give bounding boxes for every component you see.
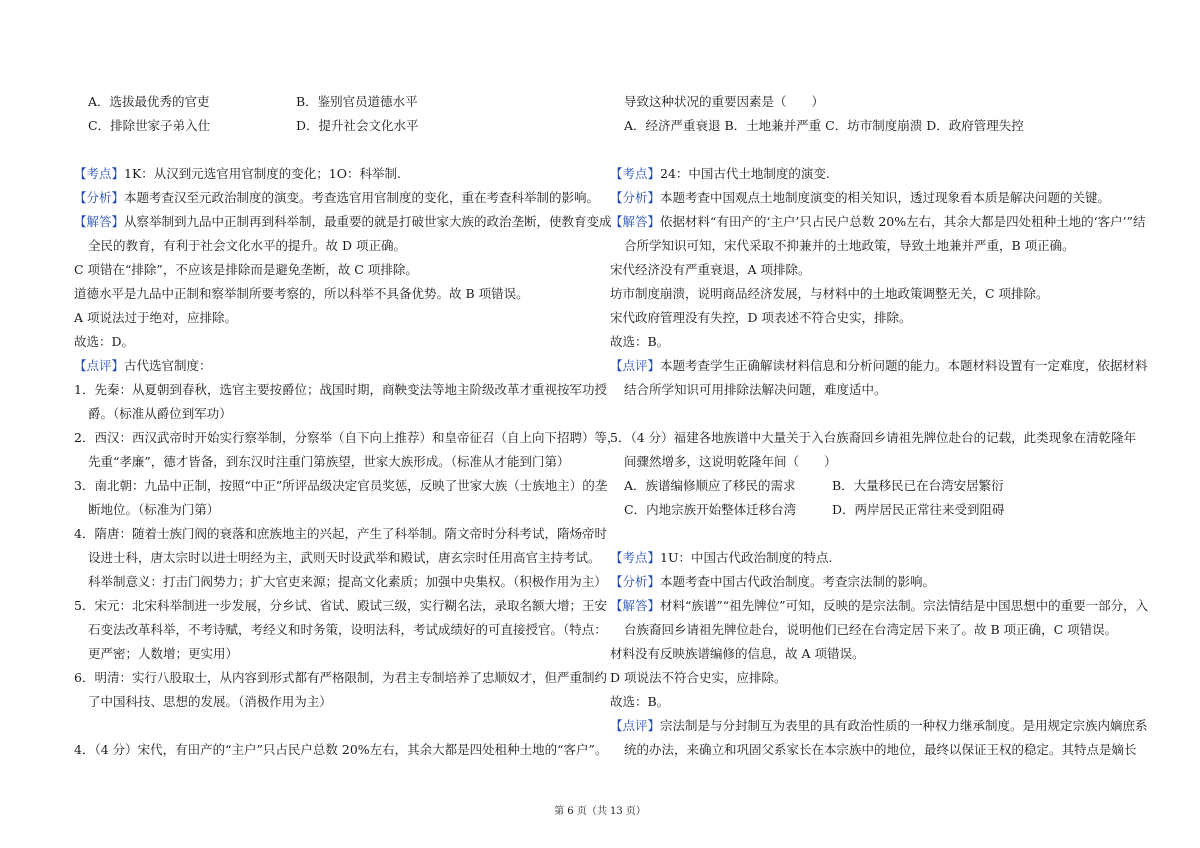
fenxi2-text: 本题考查中国古代政治制度。考查宗法制的影响。 bbox=[660, 574, 936, 589]
q5-stem2: 间骤然增多，这说明乾隆年间（ ） bbox=[624, 454, 837, 469]
dianping2-tag: 【点评】 bbox=[610, 718, 661, 733]
answer: 故选：B。 bbox=[610, 334, 670, 349]
kaodian-text: 24：中国古代土地制度的演变. bbox=[660, 166, 830, 181]
point-3b: 断地位。（标准为门第） bbox=[88, 502, 220, 517]
analysis-c: 坊市制度崩溃，说明商品经济发展，与材料中的土地政策调整无关，C 项排除。 bbox=[610, 286, 1049, 301]
page-footer: 第 6 页（共 13 页） bbox=[554, 806, 646, 817]
dianping-line2: 结合所学知识可用排除法解决问题，难度适中。 bbox=[624, 382, 887, 397]
fenxi-tag: 【分析】 bbox=[610, 190, 661, 205]
jieda bbox=[74, 214, 612, 230]
analysis-a: 宋代经济没有严重衰退，A 项排除。 bbox=[610, 262, 811, 277]
kaodian2-tag: 【考点】 bbox=[610, 550, 661, 565]
q4-stem: 4．（4 分）宋代，有田产的“主户”只占民户总数 20%左右，其余大都是四处租种土地的“客户”。 bbox=[74, 742, 608, 757]
answer: 故选：D。 bbox=[74, 334, 135, 349]
analysis-d: 宋代政府管理没有失控，D 项表述不符合史实，排除。 bbox=[610, 310, 912, 325]
point-4c: 科举制意义：打击门阀势力；扩大官吏来源；提高文化素质；加强中央集权。（积极作用为主） bbox=[88, 574, 607, 589]
point-6a: 6．明清：实行八股取士，从内容到形式都有严格限制，为君主专制培养了忠顺奴才，但严重制约 bbox=[74, 670, 607, 685]
dianping bbox=[610, 358, 1148, 374]
jieda-line1: 依据材料“有田产的‘主户’只占民户总数 20%左右，其余大都是四处租种土地的‘客户’”结 bbox=[660, 214, 1146, 229]
q5-option-b: B．大量移民已在台湾安居繁衍 bbox=[832, 478, 1004, 493]
jieda2-tag: 【解答】 bbox=[610, 598, 661, 613]
q5-option-a: A．族谱编修顺应了移民的需求 bbox=[624, 478, 796, 493]
point-2b: 先重“孝廉”，德才皆备，到东汉时注重门第族望，世家大族形成。（标准从才能到门第） bbox=[88, 454, 570, 469]
jieda-tag: 【解答】 bbox=[610, 214, 661, 229]
dianping-line1: 本题考查学生正确解读材料信息和分析问题的能力。本题材料设置有一定难度，依据材料 bbox=[660, 358, 1148, 373]
analysis-b: 道德水平是九品中正制和察举制所要考察的，所以科举不具备优势。故 B 项错误。 bbox=[74, 286, 529, 301]
fenxi-tag: 【分析】 bbox=[74, 190, 125, 205]
analysis2-a: 材料没有反映族谱编修的信息，故 A 项错误。 bbox=[610, 646, 865, 661]
fenxi-text: 本题考查汉至元政治制度的演变。考查选官用官制度的变化，重在考查科举制的影响。 bbox=[124, 190, 600, 205]
jieda-tag: 【解答】 bbox=[74, 214, 125, 229]
jieda2-line1: 材料“族谱”“祖先牌位”可知，反映的是宗法制。宗法情结是中国思想中的重要一部分，入 bbox=[660, 598, 1149, 613]
dianping bbox=[74, 358, 212, 374]
analysis-c: C 项错在“排除”，不应该是排除而是避免垄断，故 C 项排除。 bbox=[74, 262, 418, 277]
jieda-line2: 合所学知识可知，宋代采取不抑兼并的土地政策，导致土地兼并严重，B 项正确。 bbox=[624, 238, 1075, 253]
answer2: 故选：B。 bbox=[610, 694, 670, 709]
fenxi-text: 本题考查中国观点土地制度演变的相关知识，透过现象看本质是解决问题的关键。 bbox=[660, 190, 1111, 205]
q5-stem1: 5．（4 分）福建各地族谱中大量关于入台族裔回乡请祖先牌位赴台的记载，此类现象在清乾隆年 bbox=[610, 430, 1137, 445]
q5-option-d: D．两岸居民正常往来受到阻碍 bbox=[832, 502, 1005, 517]
kaodian2 bbox=[610, 550, 832, 566]
point-5c: 更严密；人数增；更实用） bbox=[88, 646, 239, 661]
q3-option-a: A．选拔最优秀的官吏 bbox=[88, 94, 210, 109]
kaodian-text: 1K：从汉到元选官用官制度的变化；1O：科举制. bbox=[124, 166, 401, 181]
kaodian-tag: 【考点】 bbox=[74, 166, 125, 181]
dianping2-line1: 宗法制是与分封制互为表里的具有政治性质的一种权力继承制度。是用规定宗族内嫡庶系 bbox=[660, 718, 1148, 733]
fenxi2-tag: 【分析】 bbox=[610, 574, 661, 589]
point-1b: 爵。（标准从爵位到军功） bbox=[88, 406, 232, 421]
jieda-line1: 从察举制到九品中正制再到科举制，最重要的就是打破世家大族的政治垄断，使教育变成 bbox=[124, 214, 612, 229]
point-4b: 设进士科，唐太宗时以进士明经为主，武则天时设武举和殿试，唐玄宗时任用高官主持考试。 bbox=[88, 550, 601, 565]
dianping-tag: 【点评】 bbox=[610, 358, 661, 373]
jieda bbox=[610, 214, 1145, 230]
q3-option-d: D．提升社会文化水平 bbox=[296, 118, 419, 133]
point-6b: 了中国科技、思想的发展。（消极作用为主） bbox=[88, 694, 332, 709]
analysis-a: A 项说法过于绝对，应排除。 bbox=[74, 310, 238, 325]
fenxi bbox=[74, 190, 599, 206]
dianping2-line2: 统的办法，来确立和巩固父系家长在本宗族中的地位，最终以保证王权的稳定。其特点是嫡长 bbox=[624, 742, 1137, 757]
q3-option-c: C．排除世家子弟入仕 bbox=[88, 118, 211, 133]
dianping2 bbox=[610, 718, 1148, 734]
point-5b: 石变法改革科举，不考诗赋，考经义和时务策，设明法科，考试成绩好的可直接授官。（特点： bbox=[88, 622, 607, 637]
point-4a: 4．隋唐：随着士族门阀的衰落和庶族地主的兴起，产生了科举制。隋文帝时分科考试，隋炀帝时 bbox=[74, 526, 607, 541]
jieda-line2: 全民的教育，有利于社会文化水平的提升。故 D 项正确。 bbox=[88, 238, 406, 253]
kaodian bbox=[74, 166, 401, 182]
jieda2 bbox=[610, 598, 1148, 614]
jieda2-line2: 台族裔回乡请祖先牌位赴台，说明他们已经在台湾定居下来了。故 B 项正确，C 项错误。 bbox=[624, 622, 1118, 637]
point-3a: 3．南北朝：九品中正制，按照“中正”所评品级决定官员奖惩，反映了世家大族（士族地主）的垄 bbox=[74, 478, 608, 493]
fenxi2 bbox=[610, 574, 935, 590]
point-2a: 2．西汉：西汉武帝时开始实行察举制，分察举（自下向上推荐）和皇帝征召（自上向下招聘）等， bbox=[74, 430, 620, 445]
point-5a: 5．宋元：北宋科举制进一步发展，分乡试、省试、殿试三级，实行糊名法，录取名额大增；王安 bbox=[74, 598, 607, 613]
dianping-text: 古代选官制度： bbox=[124, 358, 212, 373]
q4-stem2: 导致这种状况的重要因素是（ ） bbox=[624, 94, 825, 109]
point-1a: 1．先秦：从夏朝到春秋，选官主要按爵位；战国时期，商鞅变法等地主阶级改革才重视按军功授 bbox=[74, 382, 607, 397]
q4-options: A．经济严重衰退 B．土地兼并严重 C．坊市制度崩溃 D．政府管理失控 bbox=[624, 118, 1024, 133]
kaodian2-text: 1U：中国古代政治制度的特点. bbox=[660, 550, 833, 565]
fenxi bbox=[610, 190, 1110, 206]
kaodian-tag: 【考点】 bbox=[610, 166, 661, 181]
analysis2-d: D 项说法不符合史实，应排除。 bbox=[610, 670, 787, 685]
q3-option-b: B．鉴别官员道德水平 bbox=[296, 94, 418, 109]
kaodian bbox=[610, 166, 830, 182]
q5-option-c: C．内地宗族开始整体迁移台湾 bbox=[624, 502, 797, 517]
dianping-tag: 【点评】 bbox=[74, 358, 125, 373]
